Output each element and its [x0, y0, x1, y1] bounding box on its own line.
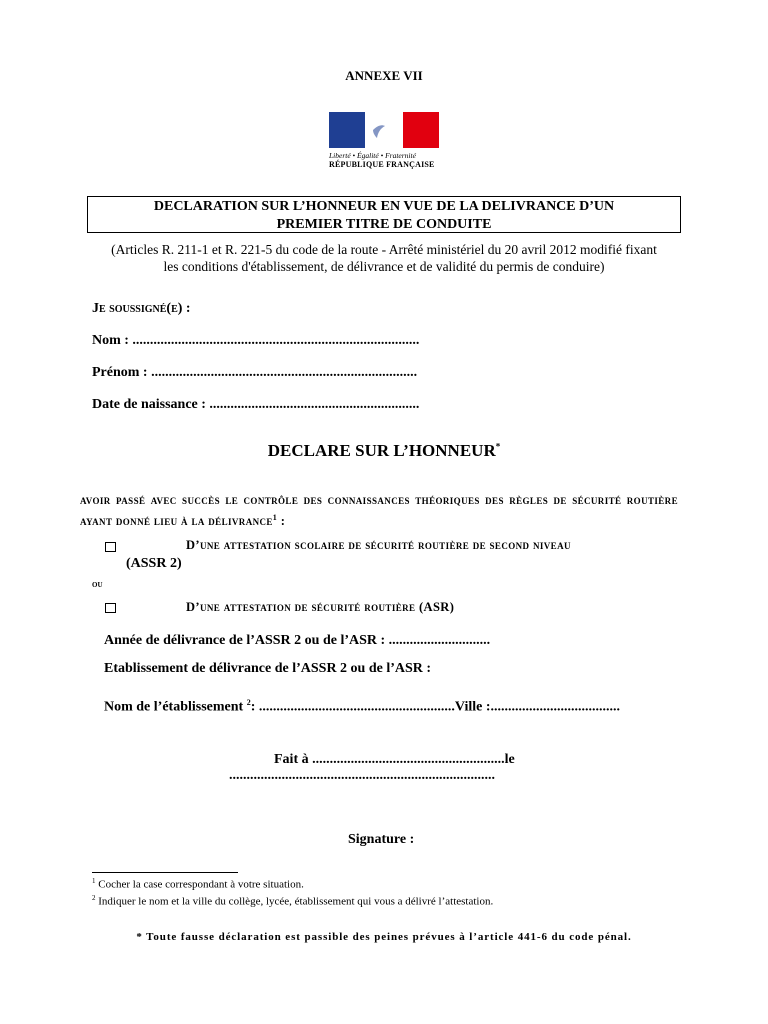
delivery-institution-label: Etablissement de délivrance de l’ASSR 2 ou de l’ASR : — [104, 661, 432, 676]
checkbox-assr2[interactable] — [105, 542, 116, 552]
undersigned-label: Je soussigné(e) : — [92, 301, 191, 316]
option-asr-label: D’une attestation de sécurité routière (ASR) — [186, 600, 455, 614]
footnote-1 — [92, 877, 304, 891]
declaration-asterisk: * — [495, 441, 501, 452]
nom-field[interactable]: Nom : .................................................................................. — [92, 333, 420, 348]
institution-city-dots: : ........................................................Ville :..................................... — [250, 699, 621, 715]
declaration-heading-text: DECLARE SUR L’HONNEUR — [267, 441, 496, 460]
false-declaration-warning: * Toute fausse déclaration est passible des peines prévues à l’article 441-6 du code pénal. — [136, 931, 632, 943]
checkbox-asr[interactable] — [105, 603, 116, 613]
footnote-2-number: 2 — [92, 894, 96, 902]
legal-references-line2: les conditions d'établissement, de délivrance et de validité du permis de conduire) — [163, 259, 605, 274]
footnote-1-number: 1 — [92, 877, 96, 885]
prenom-field[interactable]: Prénom : ............................................................................ — [92, 365, 418, 380]
marianne-flag-icon — [329, 112, 439, 148]
birthdate-field[interactable]: Date de naissance : ............................................................ — [92, 397, 420, 412]
or-label: ou — [92, 579, 103, 590]
footnote-ref-1: 1 — [272, 513, 278, 522]
declaration-heading — [0, 441, 768, 461]
footnote-2 — [92, 894, 493, 908]
institution-name-label: Nom de l’établissement — [104, 699, 247, 715]
delivery-year-field[interactable]: Année de délivrance de l’ASSR 2 ou de l’ASR : ............................. — [104, 633, 491, 648]
legal-references-line1: (Articles R. 211-1 et R. 221-5 du code de la route - Arrêté ministériel du 20 avril 2012 modifié fixant — [111, 242, 657, 257]
document-title-line2: PREMIER TITRE DE CONDUITE — [276, 217, 492, 232]
date-line[interactable]: ............................................................................ — [229, 768, 495, 783]
declaration-paragraph-text: avoir passé avec succès le contrôle des connaissances théoriques des règles de sécurité routière ayant donné lieu à la délivrance — [80, 493, 678, 529]
signature-label: Signature : — [348, 832, 415, 847]
annex-title: ANNEXE VII — [345, 68, 423, 83]
institution-name-city-field[interactable] — [104, 698, 620, 716]
footnote-ref-2: 2 — [246, 698, 251, 707]
footnote-1-text: Cocher la case correspondant à votre situation. — [95, 878, 304, 891]
option-assr2-label: D’une attestation scolaire de sécurité routière de second niveau — [186, 538, 571, 552]
footnote-separator — [92, 872, 238, 873]
republique-francaise-logo — [329, 112, 441, 169]
declaration-paragraph-end: : — [277, 514, 286, 529]
place-date-field[interactable]: Fait à .......................................................le — [274, 752, 515, 767]
legal-references — [0, 241, 768, 275]
logo-name: RÉPUBLIQUE FRANÇAISE — [329, 160, 435, 169]
logo-motto: Liberté • Égalité • Fraternité — [329, 151, 416, 160]
document-title-line1: DECLARATION SUR L’HONNEUR EN VUE DE LA DELIVRANCE D’UN — [153, 199, 615, 214]
footnote-2-text: Indiquer le nom et la ville du collège, lycée, établissement qui vous a délivré l’attestation. — [95, 895, 494, 908]
document-title-box — [87, 196, 681, 233]
option-assr2-abbr: (ASSR 2) — [126, 556, 182, 571]
declaration-paragraph — [80, 492, 678, 530]
